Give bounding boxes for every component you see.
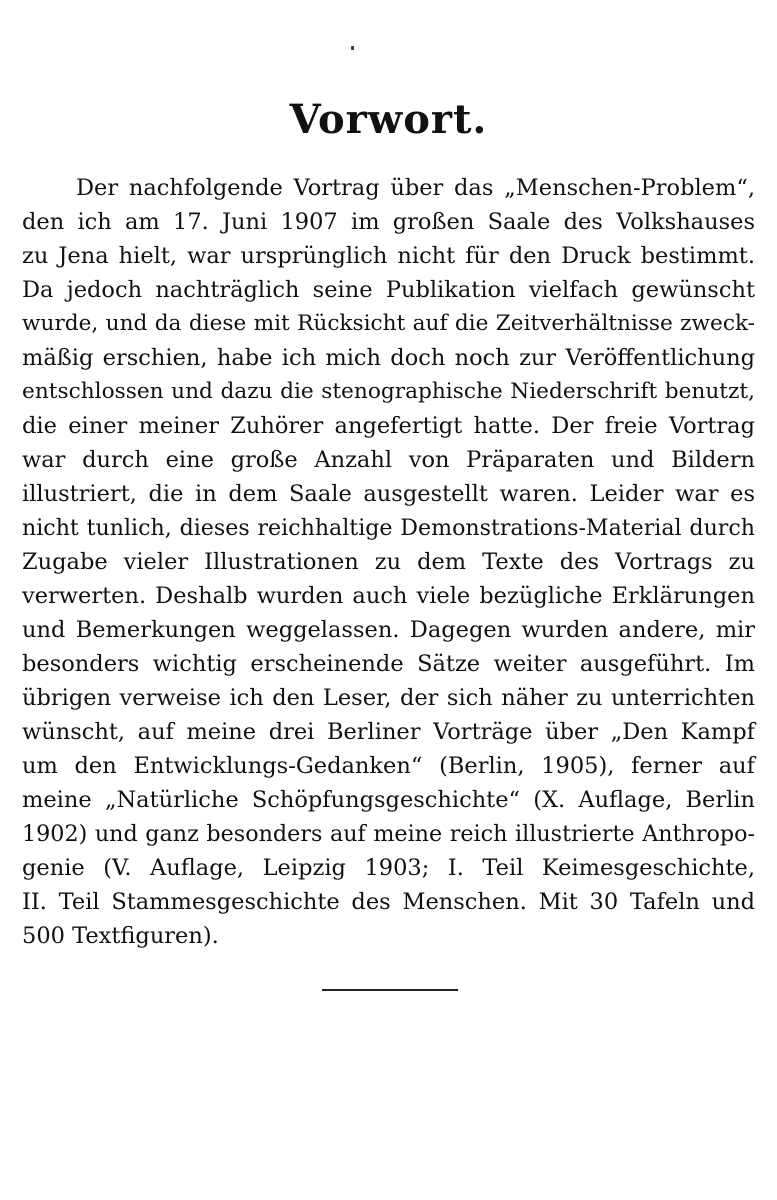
text-line: genie (V. Auflage, Leipzig 1903; I. Teil Keimesgeschichte, xyxy=(22,855,755,881)
text-line: wünscht, auf meine drei Berliner Vorträge über „Den Kampf xyxy=(22,719,755,745)
text-line: die einer meiner Zuhörer angefertigt hatte. Der freie Vortrag xyxy=(22,413,755,439)
preface-paragraph xyxy=(22,171,755,953)
text-line: illustriert, die in dem Saale ausgestellt waren. Leider war es xyxy=(22,481,755,507)
text-line: zu Jena hielt, war ursprünglich nicht für den Druck bestimmt. xyxy=(22,243,755,269)
text-line: meine „Natürliche Schöpfungsgeschichte“ (X. Auflage, Berlin xyxy=(22,787,755,813)
text-line: Der nachfolgende Vortrag über das „Menschen-Problem“, xyxy=(76,175,755,201)
closing-rule xyxy=(322,989,458,991)
text-line: übrigen verweise ich den Leser, der sich näher zu unterrichten xyxy=(22,685,755,711)
text-line: Da jedoch nachträglich seine Publikation vielfach gewünscht xyxy=(22,277,755,303)
text-line: war durch eine große Anzahl von Präparaten und Bildern xyxy=(22,447,755,473)
text-line: und Bemerkungen weggelassen. Dagegen wurden andere, mir xyxy=(22,617,755,643)
text-line: den ich am 17. Juni 1907 im großen Saale des Volkshauses xyxy=(22,209,755,235)
page-title: Vorwort. xyxy=(289,96,488,143)
text-line: besonders wichtig erscheinende Sätze weiter ausgeführt. Im xyxy=(22,651,755,677)
text-line: um den Entwicklungs-Gedanken“ (Berlin, 1905), ferner auf xyxy=(22,753,755,779)
text-line: II. Teil Stammesgeschichte des Menschen. Mit 30 Tafeln und xyxy=(22,889,755,915)
text-line: verwerten. Deshalb wurden auch viele bezügliche Erklärungen xyxy=(22,583,755,609)
text-line: entschlossen und dazu die stenographische Niederschrift benutzt, xyxy=(22,379,755,404)
text-line: Zugabe vieler Illustrationen zu dem Texte des Vortrags zu xyxy=(22,549,755,575)
text-line: nicht tunlich, dieses reichhaltige Demonstrations-Material durch xyxy=(22,515,755,541)
text-line: wurde, und da diese mit Rücksicht auf die Zeitverhältnisse zweck- xyxy=(22,311,755,336)
text-line: mäßig erschien, habe ich mich doch noch zur Veröffentlichung xyxy=(22,345,755,371)
text-line: 1902) und ganz besonders auf meine reich illustrierte Anthropo- xyxy=(22,821,755,847)
text-line: 500 Textfiguren). xyxy=(22,923,219,949)
ink-speck xyxy=(351,46,354,50)
